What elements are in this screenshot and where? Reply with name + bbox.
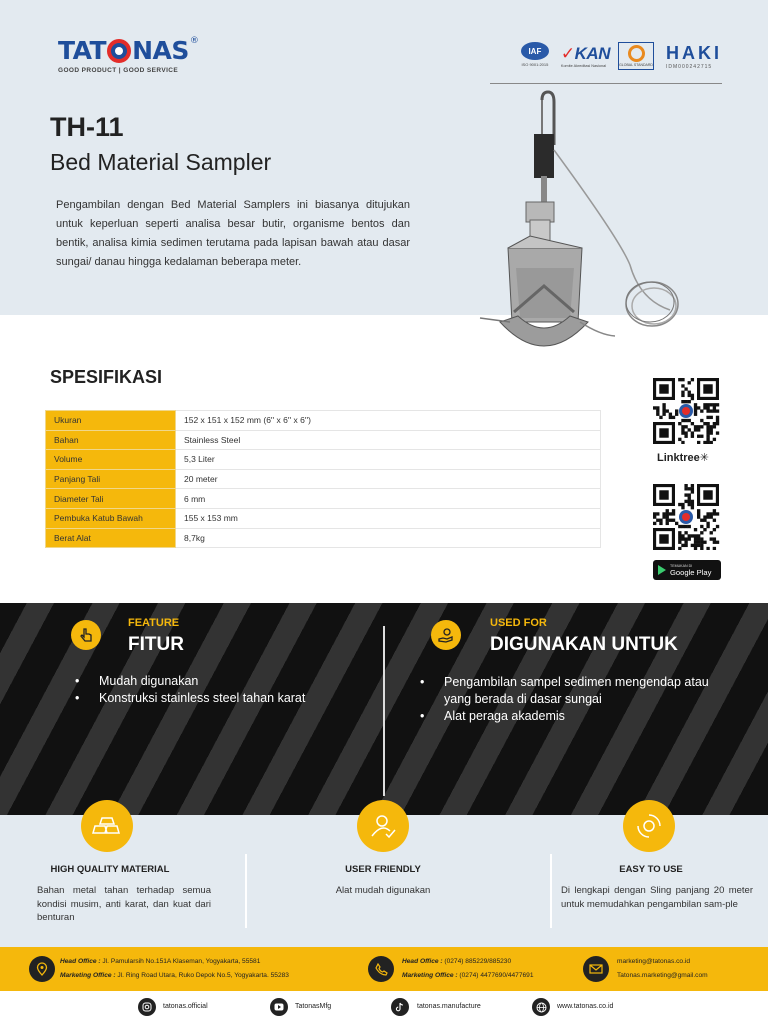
youtube-icon[interactable] xyxy=(270,998,288,1016)
linktree-qr-code[interactable] xyxy=(652,378,720,444)
head-office-address-text: Jl. Pamularsih No.151A Klaseman, Yogyakarta, 55581 xyxy=(102,958,261,965)
spec-table xyxy=(45,410,601,548)
feature-label-small: FEATURE xyxy=(128,617,180,629)
kan-text: KAN xyxy=(574,44,610,63)
product-name: Bed Material Sampler xyxy=(50,149,272,175)
iaf-caption: ISO 9001:2015 xyxy=(521,62,549,67)
logo-text-start: TAT xyxy=(58,36,107,65)
benefit-title: EASY TO USE xyxy=(619,864,683,875)
google-play-big-text: Google Play xyxy=(670,567,712,577)
marketing-office-phone[interactable] xyxy=(402,972,534,979)
spec-value: 152 x 151 x 152 mm (6'' x 6'' x 6'') xyxy=(176,411,601,431)
tiktok-handle[interactable]: tatonas.manufacture xyxy=(417,1003,481,1010)
logo-tagline: GOOD PRODUCT | GOOD SERVICE xyxy=(58,67,179,74)
mail-icon xyxy=(583,956,609,982)
hand-gear-icon xyxy=(431,620,461,650)
head-office-address xyxy=(60,958,260,965)
google-play-icon xyxy=(658,565,666,575)
certification-logos xyxy=(517,42,722,70)
used-for-item: • Alat peraga akademis xyxy=(418,708,728,725)
spec-value: 6 mm xyxy=(176,489,601,509)
google-play-badge[interactable] xyxy=(653,560,721,580)
spec-key: Bahan xyxy=(46,430,176,450)
head-office-phone[interactable] xyxy=(402,958,511,965)
spec-row xyxy=(46,411,601,431)
marketing-office-address xyxy=(60,972,289,979)
spec-key: Pembuka Katub Bawah xyxy=(46,508,176,528)
instagram-handle[interactable]: tatonas.official xyxy=(163,1003,208,1010)
tiktok-icon[interactable] xyxy=(391,998,409,1016)
user-check-icon xyxy=(357,800,409,852)
globe-icon[interactable] xyxy=(532,998,550,1016)
used-for-item: • Pengambilan sampel sedimen mengendap atau yang berada di dasar sungai xyxy=(418,674,728,708)
spec-key: Diameter Tali xyxy=(46,489,176,509)
spec-row xyxy=(46,508,601,528)
registered-mark: ® xyxy=(189,36,199,46)
spec-key: Volume xyxy=(46,450,176,470)
kan-mark xyxy=(561,44,610,64)
iaf-mark: IAF xyxy=(521,42,549,60)
logo-text-end: NAS xyxy=(132,36,189,65)
global-standard-caption: GLOBAL STANDARD xyxy=(619,63,653,67)
haki-mark: HAKI xyxy=(666,42,722,63)
gear-cycle-icon xyxy=(623,800,675,852)
haki-id: IDM000242715 xyxy=(666,63,713,70)
spec-value: Stainless Steel xyxy=(176,430,601,450)
benefit-title: USER FRIENDLY xyxy=(345,864,421,875)
spec-row xyxy=(46,528,601,548)
marketing-office-address-text: Jl. Ring Road Utara, Ruko Depok No.5, Yogyakarta. 55283 xyxy=(117,972,289,979)
spec-value: 155 x 153 mm xyxy=(176,508,601,528)
marketing-phone-label: Marketing Office : xyxy=(402,972,458,979)
marketing-phone-number: (0274) 4477690/4477691 xyxy=(459,972,534,979)
email-gmail[interactable]: Tatonas.marketing@gmail.com xyxy=(617,972,708,979)
spec-key: Berat Alat xyxy=(46,528,176,548)
sampler-product-image xyxy=(470,90,680,360)
haki-logo xyxy=(666,43,722,70)
head-phone-number: (0274) 885229/885230 xyxy=(444,958,512,965)
linktree-label[interactable]: Linktree✳ xyxy=(657,452,710,464)
email-marketing[interactable]: marketing@tatonas.co.id xyxy=(617,958,691,965)
google-play-qr-code[interactable] xyxy=(652,484,720,550)
kan-check-icon: ✓ xyxy=(560,44,575,63)
used-for-list xyxy=(418,674,728,725)
product-description: Pengambilan dengan Bed Material Samplers ini biasanya ditujukan untuk keperluan seperti analisa besar butir, organisme bentos dan bentik, analisa kimia sedimen terutama pada lapisan bawah atau dasar sungai/ danau hingga kedalaman beberapa meter. xyxy=(56,199,410,268)
marketing-office-label: Marketing Office : xyxy=(60,972,116,979)
spec-title: SPESIFIKASI xyxy=(50,367,163,387)
logo-o-icon xyxy=(107,39,131,63)
benefit-title: HIGH QUALITY MATERIAL xyxy=(50,864,170,875)
benefit-divider xyxy=(245,854,247,928)
spec-row xyxy=(46,469,601,489)
instagram-icon[interactable] xyxy=(138,998,156,1016)
logo-wordmark xyxy=(58,36,198,65)
spec-value: 20 meter xyxy=(176,469,601,489)
iaf-logo xyxy=(517,42,553,70)
global-standard-icon xyxy=(628,45,645,62)
gold-bars-icon xyxy=(81,800,133,852)
pointer-hand-icon xyxy=(71,620,101,650)
spec-value: 8,7kg xyxy=(176,528,601,548)
head-phone-label: Head Office : xyxy=(402,958,443,965)
location-pin-icon xyxy=(29,956,55,982)
feature-list xyxy=(73,673,373,707)
benefit-text: Alat mudah digunakan xyxy=(335,885,431,896)
spec-row xyxy=(46,450,601,470)
benefit-text: Bahan metal tahan terhadap semua kondisi musim, anti karat, dan kuat dari benturan xyxy=(37,885,211,923)
used-for-label-small: USED FOR xyxy=(490,617,547,629)
spec-key: Panjang Tali xyxy=(46,469,176,489)
feature-item: • Mudah digunakan xyxy=(73,673,373,690)
spec-row xyxy=(46,489,601,509)
feature-item: • Konstruksi stainless steel tahan karat xyxy=(73,690,373,707)
website-url[interactable]: www.tatonas.co.id xyxy=(557,1003,614,1010)
feature-heading: FITUR xyxy=(128,634,184,655)
kan-logo xyxy=(561,44,610,68)
features-divider xyxy=(383,626,385,796)
google-play-small-text: TEMUKAN DI xyxy=(670,563,693,568)
global-standard-logo xyxy=(618,42,654,70)
cert-underline xyxy=(490,83,722,84)
socials-bar xyxy=(0,991,768,1024)
used-for-heading: DIGUNAKAN UNTUK xyxy=(490,634,678,655)
product-model: TH-11 xyxy=(50,112,124,142)
youtube-handle[interactable]: TatonasMfg xyxy=(295,1003,332,1010)
spec-value: 5,3 Liter xyxy=(176,450,601,470)
kan-caption: Komite Akreditasi Nasional xyxy=(560,64,607,68)
benefit-divider xyxy=(550,854,552,928)
spec-key: Ukuran xyxy=(46,411,176,431)
spec-row xyxy=(46,430,601,450)
tatonas-logo[interactable] xyxy=(58,36,198,74)
phone-icon xyxy=(368,956,394,982)
benefit-text: Di lengkapi dengan Sling panjang 20 meter untuk memudahkan pengambilan sam-ple xyxy=(561,885,753,910)
head-office-label: Head Office : xyxy=(60,958,101,965)
